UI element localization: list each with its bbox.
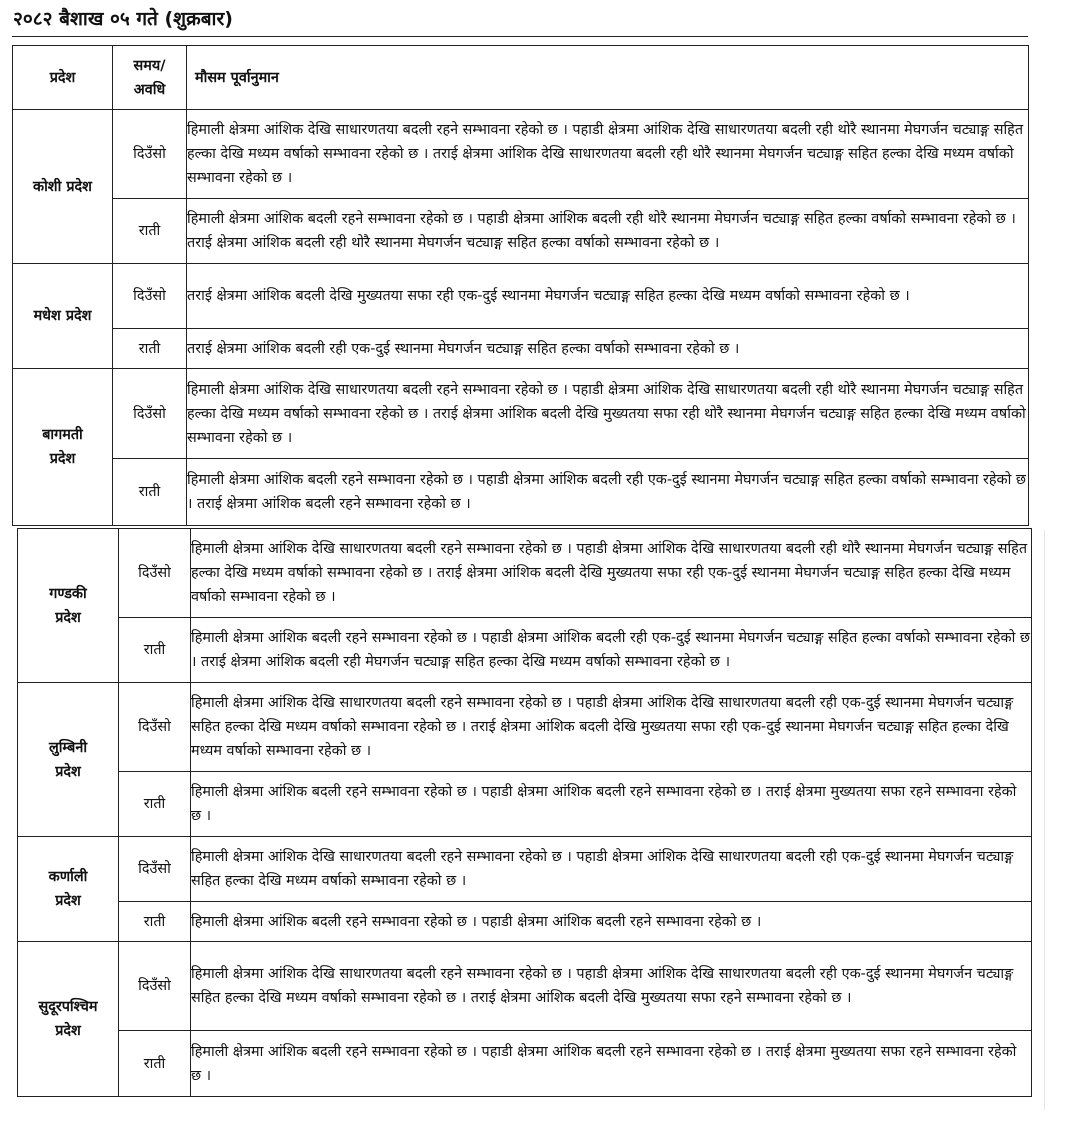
- province-name: [13, 369, 113, 526]
- header-period: [113, 46, 187, 110]
- province-name-line1: कर्णाली: [48, 869, 88, 885]
- province-name-line2: प्रदेश: [55, 763, 81, 780]
- table-row: [18, 772, 1032, 837]
- province-name-line1: लुम्बिनी: [48, 739, 88, 756]
- table-row: [18, 1031, 1032, 1097]
- province-name-line1: कोशी प्रदेश: [33, 178, 92, 195]
- forecast-day-text: हिमाली क्षेत्रमा आंशिक देखि साधारणतया बदली रहने सम्भावना रहेको छ । पहाडी क्षेत्रमा आंशिक देखि साधारणतया बदली रही एक-दुई स्थानमा मेघगर्जन चट्याङ्ग सहित हल्का देखि मध्यम वर्षाको सम्भावना रहेको छ । तराई क्षेत्रमा आंशिक बदली देखि मुख्यतया सफा रही एक-दुई स्थानमा मेघगर्जन चट्याङ्ग सहित हल्का देखि मध्यम वर्षाको सम्भावना रहेको छ ।: [191, 683, 1032, 772]
- forecast-day-text: तराई क्षेत्रमा आंशिक बदली देखि मुख्यतया सफा रही एक-दुई स्थानमा मेघगर्जन चट्याङ्ग सहित हल्का देखि मध्यम वर्षाको सम्भावना रहेको छ ।: [187, 264, 1029, 329]
- table-row: [18, 902, 1032, 942]
- province-name-line2: प्रदेश: [49, 451, 76, 467]
- period-night: राती: [119, 618, 191, 683]
- forecast-day-text: हिमाली क्षेत्रमा आंशिक देखि साधारणतया बदली रहने सम्भावना रहेको छ । पहाडी क्षेत्रमा आंशिक देखि साधारणतया बदली रही थोरै स्थानमा मेघगर्जन चट्याङ्ग सहित हल्का देखि मध्यम वर्षाको सम्भावना रहेको छ । तराई क्षेत्रमा आंशिक देखि साधारणतया बदली रही थोरै स्थानमा मेघगर्जन चट्याङ्ग सहित हल्का देखि मध्यम वर्षाको सम्भावना रहेको छ ।: [187, 110, 1029, 199]
- table-row: [13, 369, 1029, 459]
- province-name: [18, 683, 119, 837]
- table-header-row: [13, 46, 1029, 110]
- table-row: [18, 529, 1032, 618]
- province-name-line1: सुदूरपश्चिम: [38, 999, 98, 1015]
- forecast-night-text: हिमाली क्षेत्रमा आंशिक बदली रहने सम्भावना रहेको छ । पहाडी क्षेत्रमा आंशिक बदली रही थोरै स्थानमा मेघगर्जन चट्याङ्ग सहित हल्का वर्षाको सम्भावना रहेको छ । तराई क्षेत्रमा आंशिक बदली रही थोरै स्थानमा मेघगर्जन चट्याङ्ग सहित हल्का वर्षाको सम्भावना रहेको छ ।: [187, 199, 1029, 264]
- header-province: प्रदेश: [13, 46, 113, 110]
- forecast-day-text: हिमाली क्षेत्रमा आंशिक देखि साधारणतया बदली रहने सम्भावना रहेको छ । पहाडी क्षेत्रमा आंशिक देखि साधारणतया बदली रही थोरै स्थानमा मेघगर्जन चट्याङ्ग सहित हल्का देखि मध्यम वर्षाको सम्भावना रहेको छ । तराई क्षेत्रमा आंशिक बदली देखि मुख्यतया सफा रही थोरै स्थानमा मेघगर्जन चट्याङ्ग सहित हल्का देखि मध्यम वर्षाको सम्भावना रहेको छ ।: [187, 369, 1029, 459]
- title-underline: [12, 36, 1028, 37]
- province-name-line1: मधेश प्रदेश: [33, 308, 92, 324]
- page-edge-divider: [1044, 530, 1045, 1110]
- header-forecast: मौसम पूर्वानुमान: [187, 46, 1029, 110]
- header-period-line1: समय/: [133, 57, 166, 74]
- period-day: दिउँसो: [119, 683, 191, 772]
- period-night: राती: [119, 772, 191, 837]
- province-name-line2: प्रदेश: [55, 893, 81, 909]
- period-day: दिउँसो: [113, 264, 187, 329]
- table-row: [13, 110, 1029, 199]
- report-date-title: २०८२ बैशाख ०५ गते (शुक्रबार): [13, 8, 233, 30]
- province-name: [18, 942, 119, 1097]
- forecast-night-text: हिमाली क्षेत्रमा आंशिक बदली रहने सम्भावना रहेको छ । पहाडी क्षेत्रमा आंशिक बदली रही एक-दुई स्थानमा मेघगर्जन चट्याङ्ग सहित हल्का वर्षाको सम्भावना रहेको छ । तराई क्षेत्रमा आंशिक बदली रही मेघगर्जन चट्याङ्ग सहित हल्का देखि मध्यम वर्षाको सम्भावना रहेको छ ।: [191, 618, 1032, 683]
- period-day: दिउँसो: [119, 942, 191, 1031]
- period-day: दिउँसो: [119, 837, 191, 902]
- period-night: राती: [113, 459, 187, 526]
- province-name-line1: बागमती: [42, 427, 83, 443]
- table-row: [13, 199, 1029, 264]
- province-name-line2: प्रदेश: [55, 609, 81, 626]
- period-night: राती: [113, 199, 187, 264]
- forecast-day-text: हिमाली क्षेत्रमा आंशिक देखि साधारणतया बदली रहने सम्भावना रहेको छ । पहाडी क्षेत्रमा आंशिक देखि साधारणतया बदली रही एक-दुई स्थानमा मेघगर्जन चट्याङ्ग सहित हल्का देखि मध्यम वर्षाको सम्भावना रहेको छ ।: [191, 837, 1032, 902]
- forecast-night-text: हिमाली क्षेत्रमा आंशिक बदली रहने सम्भावना रहेको छ । पहाडी क्षेत्रमा आंशिक बदली रही एक-दुई स्थानमा मेघगर्जन चट्याङ्ग सहित हल्का वर्षाको सम्भावना रहेको छ । तराई क्षेत्रमा आंशिक बदली रहने सम्भावना रहेको छ ।: [187, 459, 1029, 526]
- forecast-night-text: हिमाली क्षेत्रमा आंशिक बदली रहने सम्भावना रहेको छ । पहाडी क्षेत्रमा आंशिक बदली रहने सम्भावना रहेको छ । तराई क्षेत्रमा मुख्यतया सफा रहने सम्भावना रहेको छ ।: [191, 772, 1032, 837]
- province-name: [13, 110, 113, 264]
- period-night: राती: [119, 1031, 191, 1097]
- forecast-night-text: तराई क्षेत्रमा आंशिक बदली रही एक-दुई स्थानमा मेघगर्जन चट्याङ्ग सहित हल्का वर्षाको सम्भावना रहेको छ ।: [187, 329, 1029, 369]
- table-row: [13, 329, 1029, 369]
- table-row: [13, 264, 1029, 329]
- forecast-table-part-1: [12, 45, 1029, 526]
- forecast-day-text: हिमाली क्षेत्रमा आंशिक देखि साधारणतया बदली रहने सम्भावना रहेको छ । पहाडी क्षेत्रमा आंशिक देखि साधारणतया बदली रही एक-दुई स्थानमा मेघगर्जन चट्याङ्ग सहित हल्का देखि मध्यम वर्षाको सम्भावना रहेको छ । तराई क्षेत्रमा आंशिक बदली देखि मुख्यतया सफा रहने सम्भावना रहेको छ ।: [191, 942, 1032, 1031]
- table-row: [18, 942, 1032, 1031]
- period-night: राती: [113, 329, 187, 369]
- province-name-line1: गण्डकी: [49, 585, 87, 602]
- forecast-day-text: हिमाली क्षेत्रमा आंशिक देखि साधारणतया बदली रहने सम्भावना रहेको छ । पहाडी क्षेत्रमा आंशिक देखि साधारणतया बदली रही थोरै स्थानमा मेघगर्जन चट्याङ्ग सहित हल्का देखि मध्यम वर्षाको सम्भावना रहेको छ । तराई क्षेत्रमा आंशिक बदली देखि मुख्यतया सफा रही एक-दुई स्थानमा मेघगर्जन चट्याङ्ग सहित हल्का देखि मध्यम वर्षाको सम्भावना रहेको छ ।: [191, 529, 1032, 618]
- province-name: [18, 837, 119, 942]
- table-row: [13, 459, 1029, 526]
- period-day: दिउँसो: [119, 529, 191, 618]
- province-name: [18, 529, 119, 683]
- forecast-table-part-2: [17, 528, 1032, 1097]
- table-row: [18, 683, 1032, 772]
- province-name-line2: प्रदेश: [55, 1023, 81, 1039]
- table-row: [18, 618, 1032, 683]
- forecast-night-text: हिमाली क्षेत्रमा आंशिक बदली रहने सम्भावना रहेको छ । पहाडी क्षेत्रमा आंशिक बदली रहने सम्भावना रहेको छ ।: [191, 902, 1032, 942]
- header-period-line2: अवधि: [133, 81, 166, 98]
- period-day: दिउँसो: [113, 369, 187, 459]
- period-night: राती: [119, 902, 191, 942]
- province-name: [13, 264, 113, 369]
- period-day: दिउँसो: [113, 110, 187, 199]
- forecast-night-text: हिमाली क्षेत्रमा आंशिक बदली रहने सम्भावना रहेको छ । पहाडी क्षेत्रमा आंशिक बदली रहने सम्भावना रहेको छ । तराई क्षेत्रमा मुख्यतया सफा रहने सम्भावना रहेको छ ।: [191, 1031, 1032, 1097]
- table-row: [18, 837, 1032, 902]
